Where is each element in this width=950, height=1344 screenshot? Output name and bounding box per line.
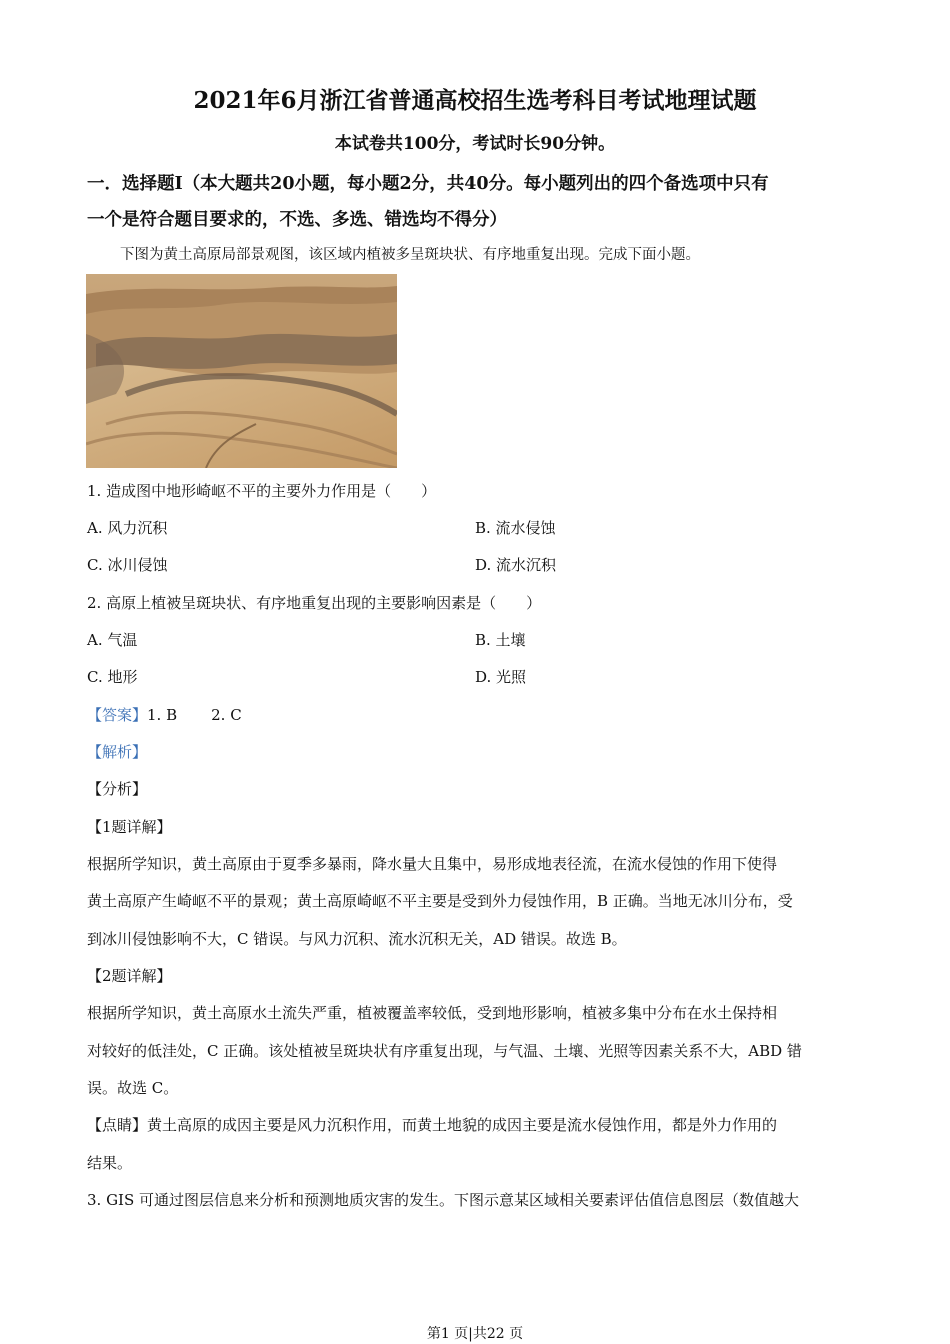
question-2-stem: 2. 高原上植被呈斑块状、有序地重复出现的主要影响因素是（ ） [87, 594, 542, 612]
detail-2-line-2: 对较好的低洼处，C 正确。该处植被呈斑块状有序重复出现，与气温、土壤、光照等因素关系不大，ABD 错 [87, 1042, 802, 1060]
detail-1-label: 【1题详解】 [87, 818, 172, 836]
answer-1: 1. B [147, 706, 178, 724]
q1-option-c: C. 冰川侵蚀 [87, 556, 168, 574]
detail-1-line-3: 到冰川侵蚀影响不大，C 错误。与风力沉积、流水沉积无关，AD 错误。故选 B。 [87, 930, 627, 948]
q2-option-a: A. 气温 [87, 631, 138, 649]
q2-option-c: C. 地形 [87, 668, 138, 686]
detail-2-label: 【2题详解】 [87, 967, 172, 985]
detail-2-line-3: 误。故选 C。 [87, 1079, 179, 1097]
analysis-label: 【解析】 [87, 743, 148, 761]
dianjing-line-1: 【点睛】黄土高原的成因主要是风力沉积作用，而黄土地貌的成因主要是流水侵蚀作用，都是外力作用的 [87, 1116, 778, 1134]
detail-2-line-1: 根据所学知识，黄土高原水土流失严重，植被覆盖率较低，受到地形影响，植被多集中分布在水土保持相 [87, 1004, 778, 1022]
dianjing-line-2: 结果。 [87, 1154, 133, 1172]
q2-option-d: D. 光照 [475, 668, 527, 686]
page-title: 2021年6月浙江省普通高校招生选考科目考试地理试题 [193, 87, 757, 114]
detail-1-line-2: 黄土高原产生崎岖不平的景观；黄土高原崎岖不平主要是受到外力侵蚀作用，B 正确。当地无冰川分布，受 [87, 892, 793, 910]
exam-info: 本试卷共100分，考试时长90分钟。 [334, 134, 616, 154]
fenxi-label: 【分析】 [87, 780, 148, 798]
page-footer: 第1 页|共22 页 [426, 1326, 524, 1342]
detail-1-line-1: 根据所学知识，黄土高原由于夏季多暴雨，降水量大且集中，易形成地表径流，在流水侵蚀的作用下使得 [87, 855, 778, 873]
section-heading-line1: 一．选择题Ⅰ（本大题共20小题，每小题2分，共40分。每小题列出的四个备选项中只有 [87, 174, 769, 194]
q1-option-b: B. 流水侵蚀 [475, 519, 556, 537]
question-1-stem: 1. 造成图中地形崎岖不平的主要外力作用是（ ） [87, 482, 437, 500]
loess-plateau-photo [86, 274, 397, 468]
q1-option-d: D. 流水沉积 [475, 556, 557, 574]
question-intro: 下图为黄土高原局部景观图，该区域内植被多呈斑块状、有序地重复出现。完成下面小题。 [120, 247, 700, 263]
q1-option-a: A. 风力沉积 [87, 519, 168, 537]
answer-line [87, 704, 242, 725]
answer-2: 2. C [211, 706, 242, 724]
question-3-stem: 3. GIS 可通过图层信息来分析和预测地质灾害的发生。下图示意某区域相关要素评估值信息图层（数值越大 [87, 1191, 800, 1209]
section-heading-line2: 一个是符合题目要求的，不选、多选、错选均不得分） [87, 210, 507, 230]
answer-label: 【答案】 [87, 706, 148, 724]
q2-option-b: B. 土壤 [475, 631, 526, 649]
